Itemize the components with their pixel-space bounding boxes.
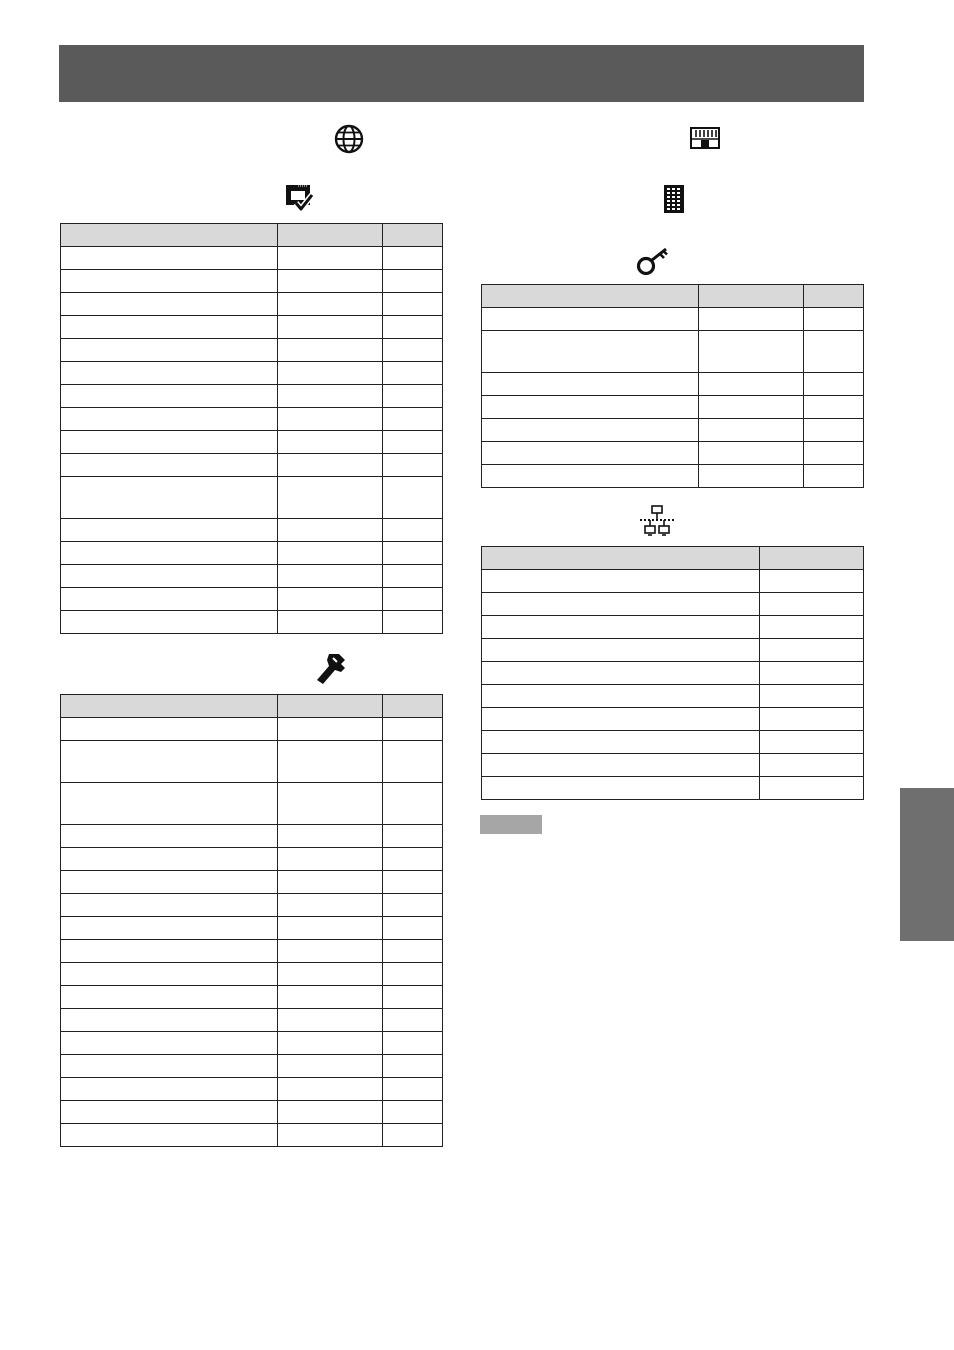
table-cell bbox=[383, 1032, 443, 1055]
table-cell bbox=[482, 308, 699, 331]
table-row bbox=[61, 986, 443, 1009]
table-row bbox=[61, 247, 443, 270]
table-cell bbox=[278, 963, 383, 986]
table-cell bbox=[278, 1124, 383, 1147]
table-cell bbox=[383, 871, 443, 894]
table-row bbox=[61, 825, 443, 848]
table-row bbox=[61, 917, 443, 940]
table-cell bbox=[383, 408, 443, 431]
table-cell bbox=[61, 431, 278, 454]
key-icon bbox=[636, 247, 670, 277]
table-cell bbox=[278, 385, 383, 408]
table-row bbox=[482, 308, 864, 331]
table-row bbox=[61, 362, 443, 385]
table-row bbox=[61, 1124, 443, 1147]
chapter-side-tab bbox=[900, 788, 954, 941]
table-row bbox=[61, 718, 443, 741]
table-cell bbox=[482, 754, 760, 777]
table-cell bbox=[278, 270, 383, 293]
table-cell bbox=[278, 940, 383, 963]
table-cell bbox=[482, 639, 760, 662]
table-row bbox=[61, 316, 443, 339]
table-header-cell bbox=[61, 695, 278, 718]
table-header-cell bbox=[699, 285, 804, 308]
table-cell bbox=[804, 419, 864, 442]
table-cell bbox=[383, 1101, 443, 1124]
table-header-cell bbox=[760, 547, 864, 570]
table-header-cell bbox=[482, 285, 699, 308]
table-cell bbox=[61, 848, 278, 871]
table-row bbox=[61, 588, 443, 611]
table-cell bbox=[278, 1078, 383, 1101]
table-cell bbox=[383, 1124, 443, 1147]
table-cell bbox=[278, 1055, 383, 1078]
test-pattern-icon bbox=[690, 127, 720, 149]
table-row bbox=[61, 1078, 443, 1101]
table-row bbox=[61, 270, 443, 293]
table-row bbox=[61, 454, 443, 477]
globe-icon bbox=[334, 124, 364, 154]
table-cell bbox=[278, 408, 383, 431]
table-cell bbox=[383, 1055, 443, 1078]
table-cell bbox=[760, 754, 864, 777]
table-cell bbox=[61, 247, 278, 270]
table-header-cell bbox=[278, 695, 383, 718]
table-cell bbox=[61, 270, 278, 293]
table-cell bbox=[383, 1009, 443, 1032]
table-cell bbox=[61, 565, 278, 588]
table-cell bbox=[383, 339, 443, 362]
table-cell bbox=[760, 685, 864, 708]
table-row bbox=[61, 1055, 443, 1078]
table-row bbox=[61, 565, 443, 588]
table-cell bbox=[804, 465, 864, 488]
table-cell bbox=[804, 442, 864, 465]
table-cell bbox=[699, 396, 804, 419]
table-cell bbox=[61, 611, 278, 634]
table-cell bbox=[760, 731, 864, 754]
table-cell bbox=[278, 848, 383, 871]
network-icon bbox=[639, 505, 675, 537]
table-cell bbox=[760, 777, 864, 800]
table-header-cell bbox=[383, 224, 443, 247]
table-row bbox=[61, 894, 443, 917]
table-cell bbox=[61, 963, 278, 986]
table-cell bbox=[61, 316, 278, 339]
table-cell bbox=[482, 616, 760, 639]
table-cell bbox=[383, 316, 443, 339]
table-cell bbox=[804, 308, 864, 331]
table-cell bbox=[61, 519, 278, 542]
table-row bbox=[482, 593, 864, 616]
table-cell bbox=[278, 565, 383, 588]
table-cell bbox=[61, 1078, 278, 1101]
table-row bbox=[61, 431, 443, 454]
table-cell bbox=[61, 917, 278, 940]
table-cell bbox=[383, 247, 443, 270]
table-cell bbox=[760, 639, 864, 662]
table-row bbox=[61, 339, 443, 362]
table-cell bbox=[383, 477, 443, 519]
table-cell bbox=[482, 331, 699, 373]
table-cell bbox=[61, 1032, 278, 1055]
table-cell bbox=[482, 662, 760, 685]
table-row bbox=[61, 741, 443, 783]
table-row bbox=[61, 611, 443, 634]
table-cell bbox=[61, 871, 278, 894]
table-cell bbox=[278, 1009, 383, 1032]
table-cell bbox=[383, 940, 443, 963]
table-cell bbox=[61, 293, 278, 316]
table-row bbox=[61, 783, 443, 825]
table-cell bbox=[278, 917, 383, 940]
table-cell bbox=[61, 986, 278, 1009]
table-row bbox=[61, 1032, 443, 1055]
table-cell bbox=[699, 442, 804, 465]
table-cell bbox=[804, 396, 864, 419]
table-cell bbox=[278, 1101, 383, 1124]
table-cell bbox=[760, 616, 864, 639]
table-row bbox=[61, 408, 443, 431]
table-cell bbox=[278, 783, 383, 825]
table-cell bbox=[61, 825, 278, 848]
table-cell bbox=[278, 542, 383, 565]
table-cell bbox=[383, 542, 443, 565]
table-header-cell bbox=[383, 695, 443, 718]
table-row bbox=[482, 616, 864, 639]
table-cell bbox=[482, 396, 699, 419]
table-cell bbox=[61, 408, 278, 431]
page-header-bar bbox=[59, 45, 864, 102]
table-row bbox=[482, 777, 864, 800]
table-cell bbox=[278, 741, 383, 783]
table-cell bbox=[383, 588, 443, 611]
table-row bbox=[61, 963, 443, 986]
projector-setup-table bbox=[60, 694, 443, 1147]
table-row bbox=[61, 477, 443, 519]
table-cell bbox=[383, 848, 443, 871]
table-cell bbox=[278, 894, 383, 917]
table-cell bbox=[278, 871, 383, 894]
table-cell bbox=[61, 542, 278, 565]
table-cell bbox=[61, 783, 278, 825]
table-cell bbox=[383, 519, 443, 542]
table-cell bbox=[699, 465, 804, 488]
table-cell bbox=[760, 708, 864, 731]
table-cell bbox=[278, 588, 383, 611]
table-cell bbox=[383, 963, 443, 986]
note-label-tag bbox=[480, 815, 542, 834]
table-cell bbox=[383, 986, 443, 1009]
table-cell bbox=[61, 1009, 278, 1032]
table-cell bbox=[278, 519, 383, 542]
table-cell bbox=[699, 331, 804, 373]
checked-window-icon bbox=[284, 183, 314, 213]
table-header-row bbox=[482, 547, 864, 570]
table-cell bbox=[61, 741, 278, 783]
table-cell bbox=[278, 293, 383, 316]
table-cell bbox=[760, 662, 864, 685]
table-cell bbox=[278, 1032, 383, 1055]
table-cell bbox=[278, 718, 383, 741]
table-cell bbox=[61, 362, 278, 385]
table-header-row bbox=[61, 224, 443, 247]
table-row bbox=[61, 1101, 443, 1124]
table-cell bbox=[482, 777, 760, 800]
table-cell bbox=[278, 986, 383, 1009]
table-cell bbox=[804, 331, 864, 373]
table-cell bbox=[383, 270, 443, 293]
table-cell bbox=[61, 718, 278, 741]
table-cell bbox=[61, 1101, 278, 1124]
table-cell bbox=[278, 362, 383, 385]
table-cell bbox=[760, 570, 864, 593]
table-cell bbox=[61, 385, 278, 408]
table-cell bbox=[278, 477, 383, 519]
table-cell bbox=[383, 293, 443, 316]
table-row bbox=[61, 940, 443, 963]
table-header-cell bbox=[61, 224, 278, 247]
table-cell bbox=[804, 373, 864, 396]
table-row bbox=[61, 871, 443, 894]
table-cell bbox=[278, 316, 383, 339]
table-cell bbox=[383, 565, 443, 588]
table-header-row bbox=[482, 285, 864, 308]
security-table bbox=[481, 284, 864, 488]
table-cell bbox=[482, 731, 760, 754]
wrench-icon bbox=[315, 652, 347, 686]
table-row bbox=[482, 465, 864, 488]
table-cell bbox=[278, 825, 383, 848]
table-cell bbox=[278, 247, 383, 270]
table-cell bbox=[61, 454, 278, 477]
table-cell bbox=[61, 940, 278, 963]
table-cell bbox=[383, 783, 443, 825]
table-cell bbox=[760, 593, 864, 616]
table-row bbox=[61, 293, 443, 316]
table-cell bbox=[278, 339, 383, 362]
table-row bbox=[482, 708, 864, 731]
table-row bbox=[61, 519, 443, 542]
network-table bbox=[481, 546, 864, 800]
table-cell bbox=[61, 477, 278, 519]
table-cell bbox=[383, 611, 443, 634]
table-cell bbox=[383, 718, 443, 741]
table-cell bbox=[482, 570, 760, 593]
table-row bbox=[482, 373, 864, 396]
table-cell bbox=[482, 442, 699, 465]
table-cell bbox=[482, 419, 699, 442]
table-row bbox=[482, 396, 864, 419]
table-row bbox=[482, 442, 864, 465]
table-cell bbox=[383, 894, 443, 917]
table-row bbox=[61, 1009, 443, 1032]
table-cell bbox=[61, 339, 278, 362]
table-cell bbox=[61, 588, 278, 611]
table-row bbox=[482, 754, 864, 777]
table-cell bbox=[61, 1055, 278, 1078]
table-row bbox=[482, 731, 864, 754]
table-header-row bbox=[61, 695, 443, 718]
table-row bbox=[482, 331, 864, 373]
table-cell bbox=[482, 708, 760, 731]
table-cell bbox=[383, 741, 443, 783]
table-header-cell bbox=[482, 547, 760, 570]
table-row bbox=[482, 639, 864, 662]
display-setup-table bbox=[60, 223, 443, 634]
table-cell bbox=[699, 308, 804, 331]
table-cell bbox=[278, 431, 383, 454]
signal-list-icon bbox=[663, 184, 685, 214]
table-row bbox=[61, 385, 443, 408]
table-cell bbox=[482, 685, 760, 708]
table-cell bbox=[278, 454, 383, 477]
table-row bbox=[482, 570, 864, 593]
table-header-cell bbox=[278, 224, 383, 247]
table-cell bbox=[278, 611, 383, 634]
table-row bbox=[482, 685, 864, 708]
table-cell bbox=[482, 465, 699, 488]
table-cell bbox=[383, 917, 443, 940]
table-cell bbox=[699, 373, 804, 396]
table-cell bbox=[482, 373, 699, 396]
table-cell bbox=[383, 431, 443, 454]
table-cell bbox=[482, 593, 760, 616]
table-cell bbox=[383, 454, 443, 477]
table-cell bbox=[699, 419, 804, 442]
table-cell bbox=[61, 1124, 278, 1147]
table-header-cell bbox=[804, 285, 864, 308]
table-cell bbox=[383, 385, 443, 408]
table-row bbox=[482, 419, 864, 442]
table-cell bbox=[383, 825, 443, 848]
table-row bbox=[61, 848, 443, 871]
table-cell bbox=[383, 362, 443, 385]
table-cell bbox=[61, 894, 278, 917]
table-cell bbox=[383, 1078, 443, 1101]
table-row bbox=[61, 542, 443, 565]
table-row bbox=[482, 662, 864, 685]
